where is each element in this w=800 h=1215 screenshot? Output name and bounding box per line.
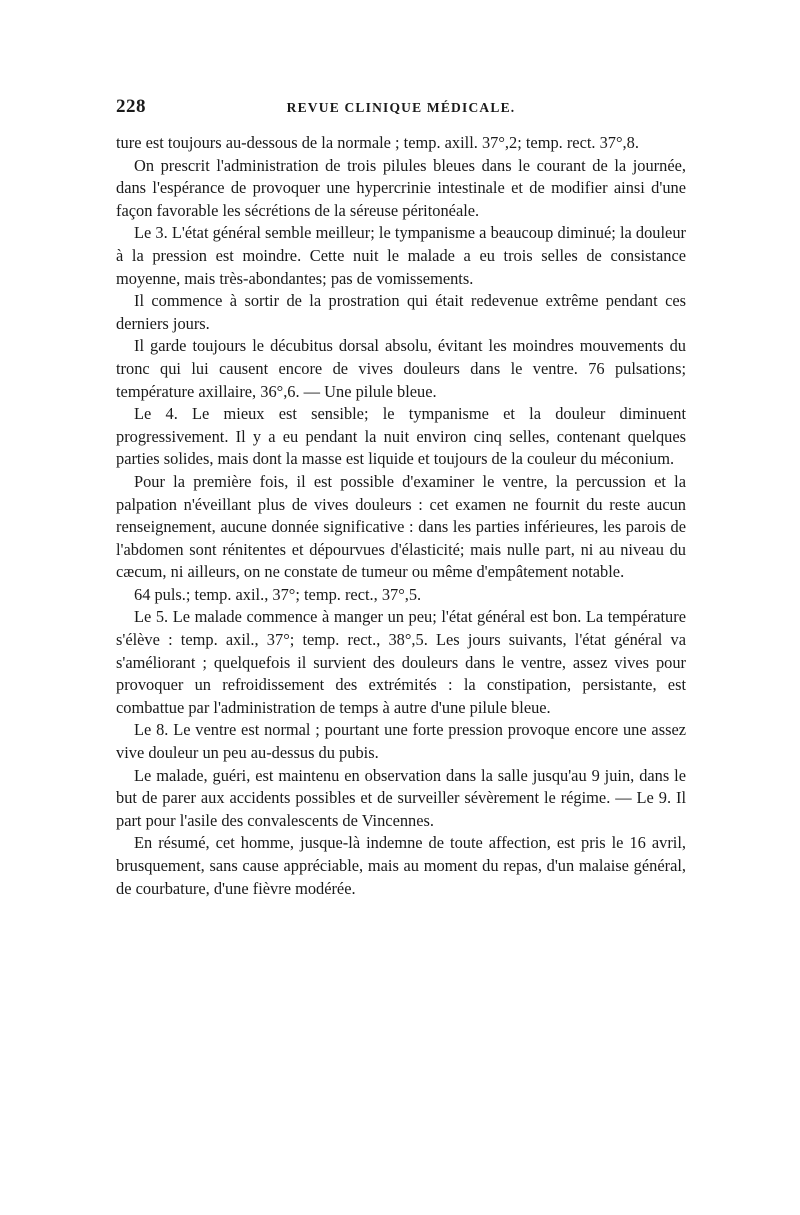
paragraph: Il garde toujours le décubitus dorsal absolu, évitant les moindres mouvements du tronc qui lui causent encore de vives douleurs dans le ventre. 76 pulsations; température axillaire, 36°,6. — Une pilule bleue. <box>116 336 686 401</box>
body-text <box>116 132 686 900</box>
page-header <box>116 96 686 126</box>
paragraph: Le malade, guéri, est maintenu en observation dans la salle jusqu'au 9 juin, dans le but de parer aux accidents possibles et de surveiller sévèrement le régime. — Le 9. Il part pour l'asile des convalescents de Vincennes. <box>116 765 686 830</box>
paragraph: Pour la première fois, il est possible d'examiner le ventre, la percussion et la palpation n'éveillant plus de vives douleurs : cet examen ne fournit du reste aucun renseignement, aucune donnée significative : dans les parties inférieures, les parois de l'abdomen sont rénitentes et dépourvues d'élasticité; mais nulle part, ni au niveau du cæcum, ni ailleurs, on ne constate de tumeur ou même d'empâtement notable. <box>116 471 686 582</box>
paragraph: Le 5. Le malade commence à manger un peu; l'état général est bon. La température s'élève : temp. axil., 37°; temp. rect., 38°,5. Les jours suivants, l'état général va s'améliorant ; quelquefois il survient des douleurs dans le ventre, assez vives pour provoquer un refroidissement des extrémités : la constipation, persistante, est combattue par l'administration de temps à autre d'une pilule bleue. <box>116 607 686 717</box>
paragraph: Il commence à sortir de la prostration qui était redevenue extrême pendant ces derniers jours. <box>116 291 686 333</box>
paragraph: ture est toujours au-dessous de la normale ; temp. axill. 37°,2; temp. rect. 37°,8. <box>116 133 639 152</box>
paragraph: On prescrit l'administration de trois pilules bleues dans le courant de la journée, dans l'espérance de provoquer une hypercrinie intestinale et de modifier ainsi d'une façon favorable les sécrétions de la séreuse péritonéale. <box>116 155 686 220</box>
paragraph: En résumé, cet homme, jusque-là indemne de toute affection, est pris le 16 avril, brusquement, sans cause appréciable, mais au moment du repas, d'un malaise général, de courbature, d'une fièvre modérée. <box>116 833 686 898</box>
paragraph: Le 8. Le ventre est normal ; pourtant une forte pression provoque encore une assez vive douleur un peu au-dessus du pubis. <box>116 720 686 763</box>
paragraph: Le 4. Le mieux est sensible; le tympanisme et la douleur diminuent progressivement. Il y a eu pendant la nuit environ cinq selles, contenant quelques parties solides, mais dont la masse est liquide et toujours de la couleur du méconium. <box>116 404 686 469</box>
paragraph: 64 puls.; temp. axil., 37°; temp. rect., 37°,5. <box>134 584 422 604</box>
running-title: REVUE CLINIQUE MÉDICALE. <box>286 100 516 115</box>
page-number: 228 <box>116 96 146 117</box>
paragraph: Le 3. L'état général semble meilleur; le tympanisme a beaucoup diminué; la douleur à la pression est moindre. Cette nuit le malade a eu trois selles de consistance moyenne, mais très-abondantes; pas de vomissements. <box>116 223 686 288</box>
book-page <box>116 96 686 900</box>
